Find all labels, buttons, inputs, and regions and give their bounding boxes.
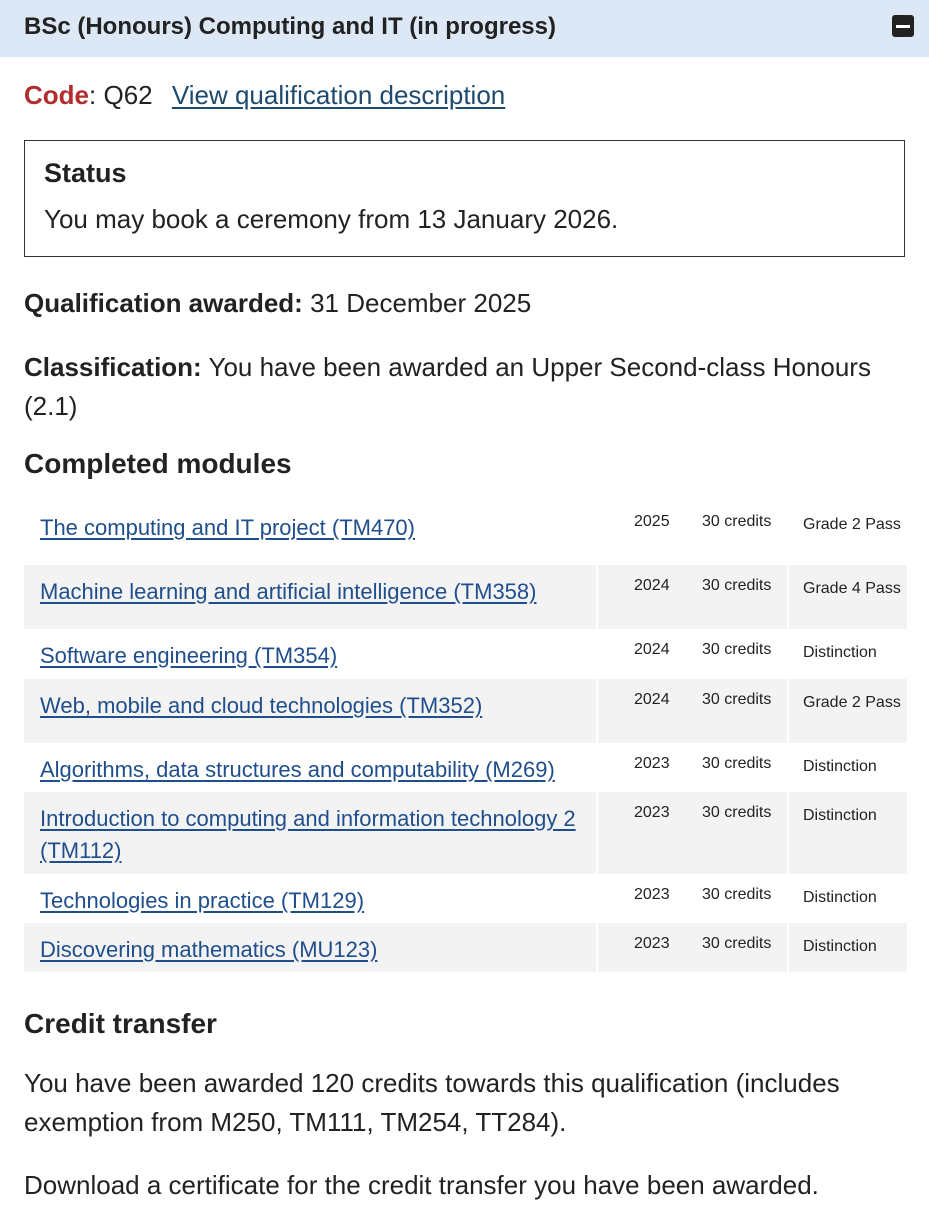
qualification-title: BSc (Honours) Computing and IT (in progress) xyxy=(24,13,556,40)
module-year: 2024 xyxy=(634,641,670,658)
module-link[interactable]: Technologies in practice (TM129) xyxy=(40,888,365,913)
minus-square-icon[interactable] xyxy=(892,15,914,37)
table-row xyxy=(24,501,907,565)
module-credits: 30 credits xyxy=(702,755,772,772)
qualification-awarded xyxy=(24,284,904,323)
module-link[interactable]: Machine learning and artificial intelligence (TM358) xyxy=(40,579,537,604)
module-result: Grade 2 Pass xyxy=(803,694,901,711)
module-credits: 30 credits xyxy=(702,513,772,530)
code-separator: : xyxy=(89,80,97,110)
module-credits: 30 credits xyxy=(702,691,772,708)
module-credits: 30 credits xyxy=(702,804,772,821)
module-result: Grade 4 Pass xyxy=(803,580,901,597)
module-link[interactable]: Algorithms, data structures and computability (M269) xyxy=(40,757,555,782)
module-year: 2023 xyxy=(634,804,670,821)
code-label: Code xyxy=(24,80,89,110)
table-row xyxy=(24,565,907,629)
completed-modules-table xyxy=(24,501,907,972)
completed-modules-heading: Completed modules xyxy=(24,448,292,479)
status-text: You may book a ceremony from 13 January 2026. xyxy=(44,204,619,234)
module-year: 2023 xyxy=(634,935,670,952)
credit-transfer-text: You have been awarded 120 credits towards this qualification (includes exemption from M250, TM111, TM254, TT284). xyxy=(24,1068,840,1137)
code-value: Q62 xyxy=(103,80,153,110)
credit-transfer-heading: Credit transfer xyxy=(24,1008,217,1039)
qualification-code-line xyxy=(24,80,505,111)
module-year: 2023 xyxy=(634,886,670,903)
qualification-header[interactable] xyxy=(0,0,929,57)
module-link[interactable]: Introduction to computing and information technology 2 (TM112) xyxy=(40,806,576,863)
module-result: Distinction xyxy=(803,889,877,906)
module-link[interactable]: Discovering mathematics (MU123) xyxy=(40,937,378,962)
module-link[interactable]: Web, mobile and cloud technologies (TM352) xyxy=(40,693,483,718)
module-result: Grade 2 Pass xyxy=(803,516,901,533)
table-row xyxy=(24,792,907,874)
module-credits: 30 credits xyxy=(702,641,772,658)
status-box xyxy=(24,140,905,257)
module-result: Distinction xyxy=(803,758,877,775)
table-row xyxy=(24,743,907,792)
table-row xyxy=(24,923,907,972)
module-year: 2024 xyxy=(634,577,670,594)
awarded-value: 31 December 2025 xyxy=(310,288,532,318)
module-result: Distinction xyxy=(803,644,877,661)
classification-value: You have been awarded an Upper Second-class Honours (2.1) xyxy=(24,352,871,421)
module-year: 2025 xyxy=(634,513,670,530)
view-qualification-description-link[interactable]: View qualification description xyxy=(171,80,506,110)
status-heading: Status xyxy=(44,158,127,188)
credit-transfer-download-text: Download a certificate for the credit transfer you have been awarded. xyxy=(24,1170,819,1200)
table-row xyxy=(24,679,907,743)
module-year: 2024 xyxy=(634,691,670,708)
module-link[interactable]: The computing and IT project (TM470) xyxy=(40,515,415,540)
awarded-label: Qualification awarded: xyxy=(24,288,303,318)
table-row xyxy=(24,629,907,679)
module-credits: 30 credits xyxy=(702,886,772,903)
module-link[interactable]: Software engineering (TM354) xyxy=(40,643,338,668)
module-year: 2023 xyxy=(634,755,670,772)
table-row xyxy=(24,874,907,923)
module-credits: 30 credits xyxy=(702,577,772,594)
classification-label: Classification: xyxy=(24,352,202,382)
classification xyxy=(24,348,904,426)
module-result: Distinction xyxy=(803,807,877,824)
module-credits: 30 credits xyxy=(702,935,772,952)
module-result: Distinction xyxy=(803,938,877,955)
